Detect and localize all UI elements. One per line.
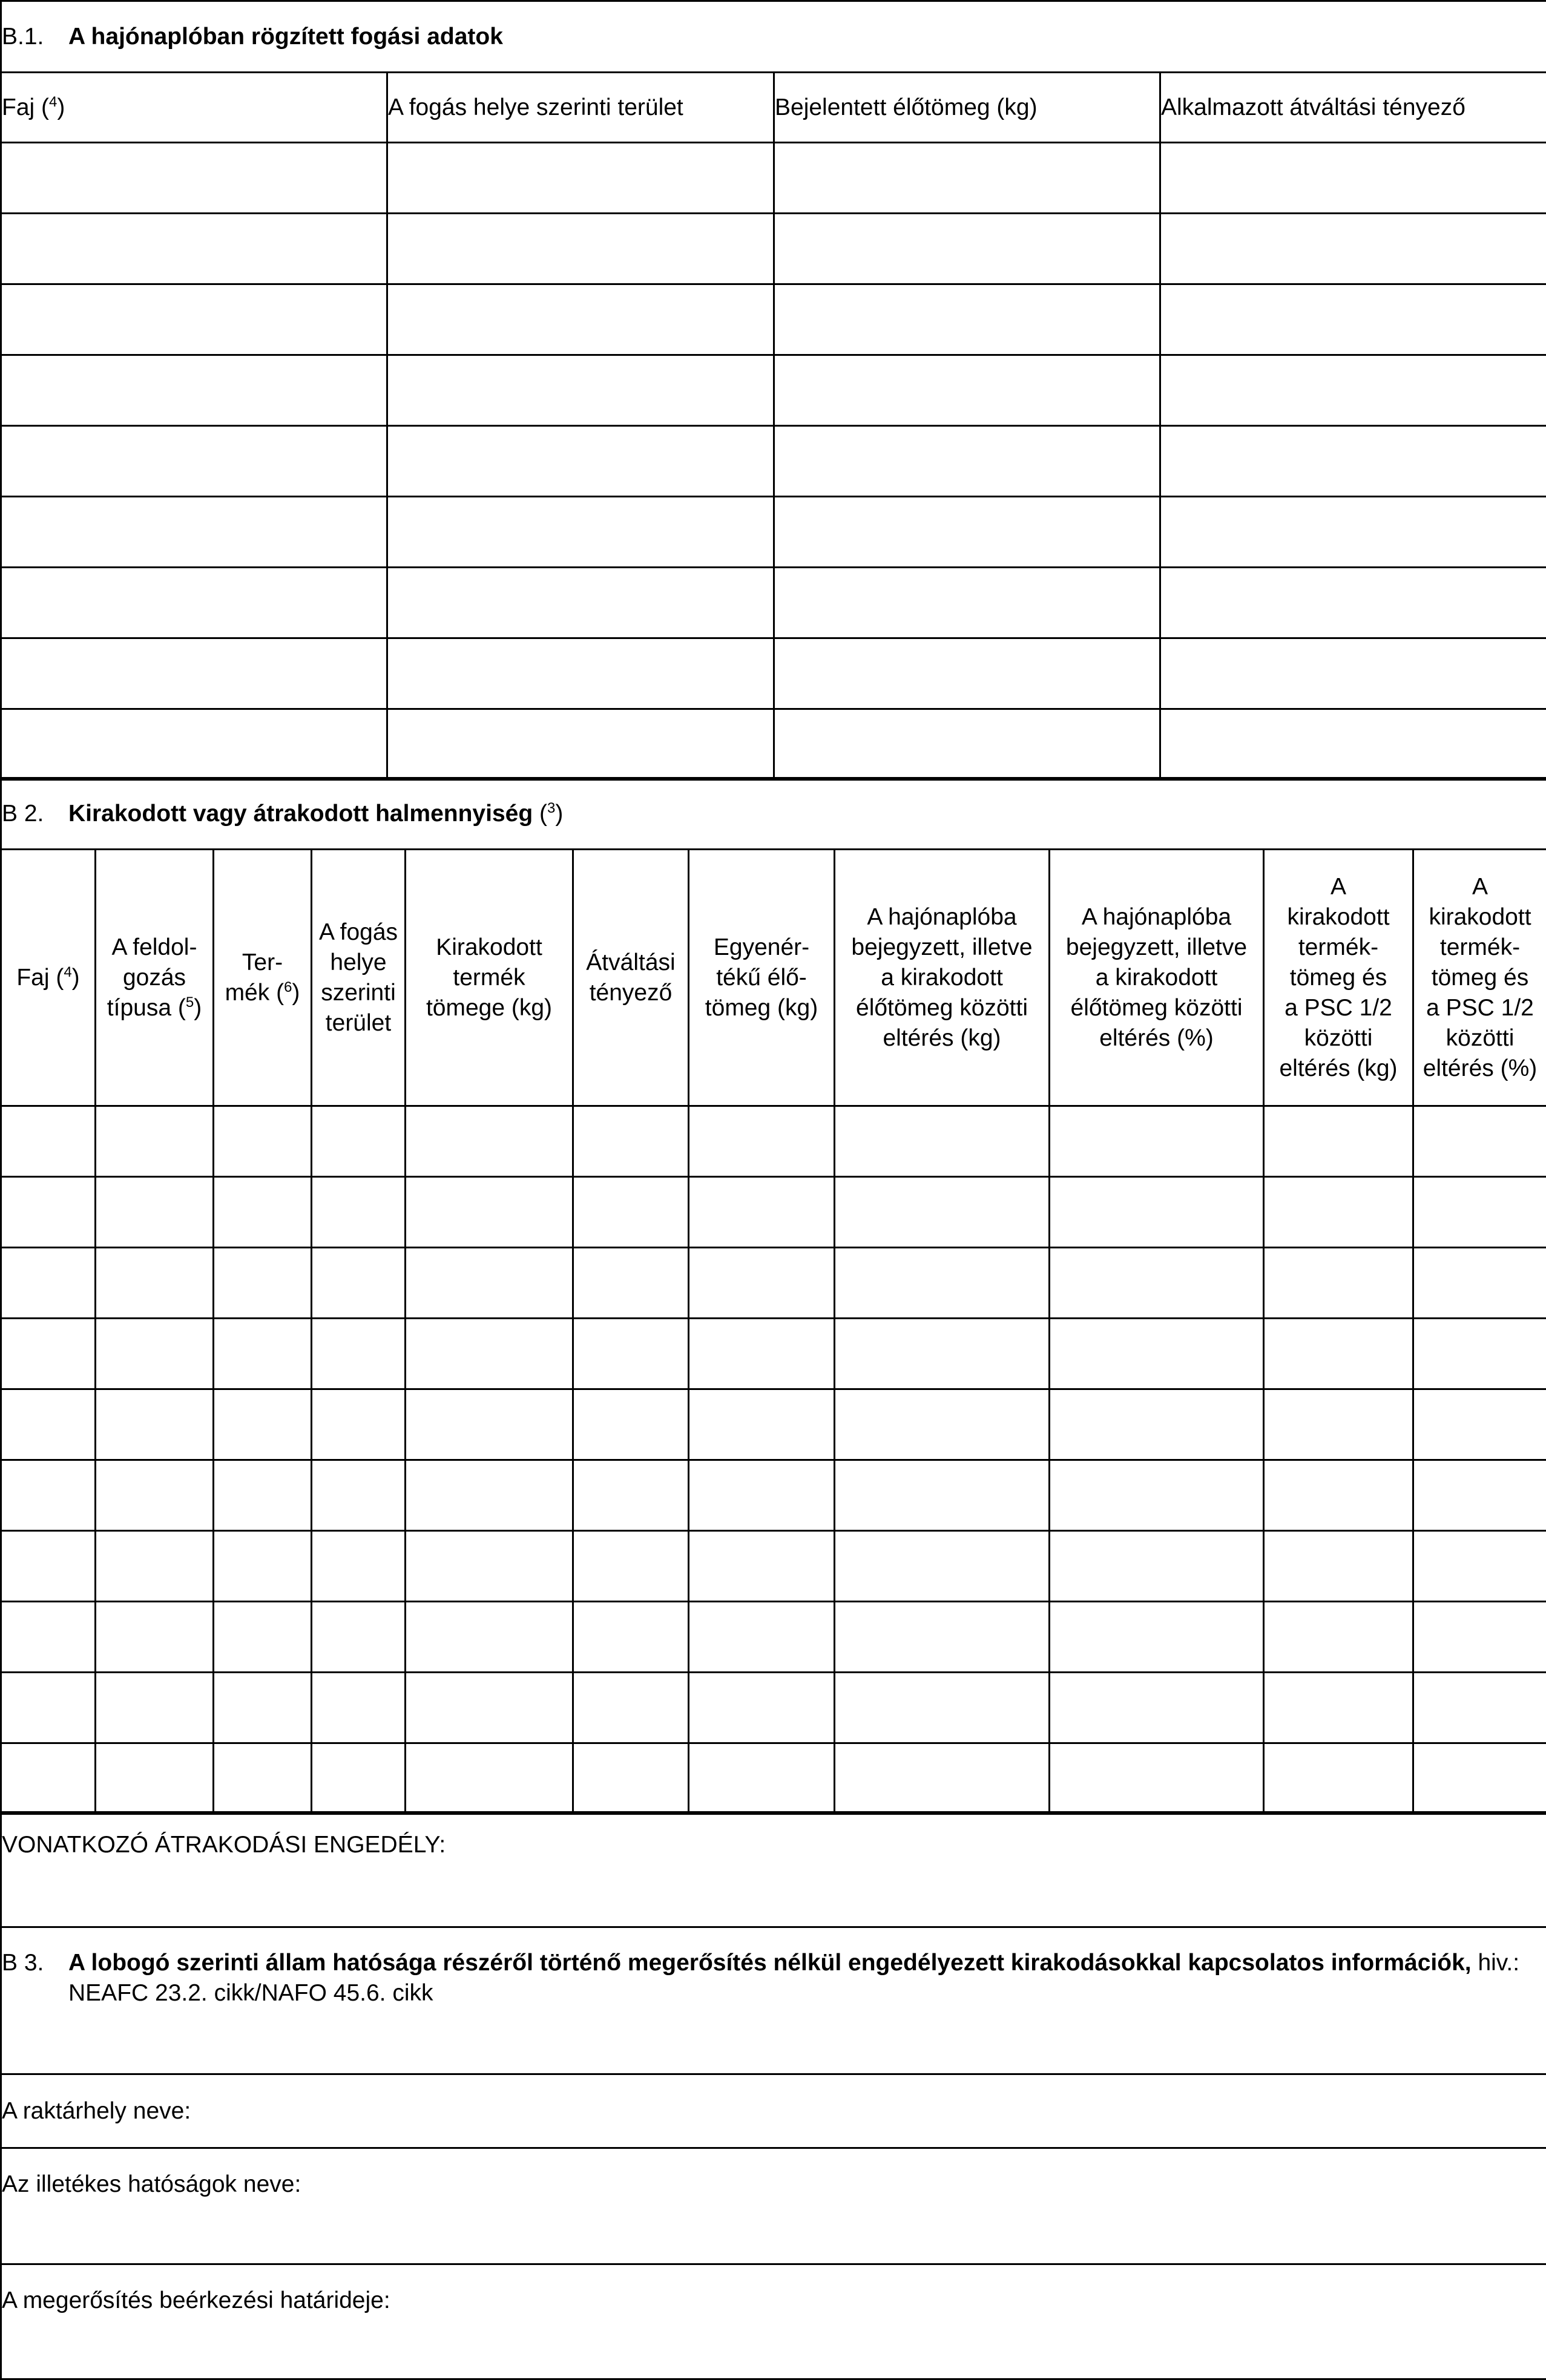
b2-cell[interactable] — [835, 1673, 1050, 1743]
b2-row — [1, 1106, 1546, 1177]
transshipment-permit-label: VONATKOZÓ ÁTRAKODÁSI ENGEDÉLY: — [2, 1832, 446, 1858]
b2-cell[interactable] — [1, 1319, 96, 1389]
b2-cell[interactable] — [689, 1177, 835, 1248]
b2-cell[interactable] — [1, 1673, 96, 1743]
b1-row — [1, 355, 1546, 426]
authorities-name-field[interactable] — [1, 2148, 1546, 2264]
b1-cell[interactable] — [1, 426, 387, 497]
b2-row — [1, 1177, 1546, 1248]
b2-cell[interactable] — [1050, 1673, 1264, 1743]
b3-section-number: B 3. — [2, 1950, 44, 1976]
b1-row — [1, 143, 1546, 214]
b2-section-heading: B 2. Kirakodott vagy átrakodott halmennyiség ($^3$) — [1, 778, 1546, 850]
transshipment-permit-field[interactable] — [1, 1812, 1546, 1927]
b1-row — [1, 709, 1546, 780]
b2-cell[interactable] — [406, 1602, 573, 1673]
b3-section-title: A lobogó szerinti állam hatósága részéről történő megerősítés nélkül engedélyezett kirakodásokkal kapcsolatos információk, — [68, 1950, 1472, 1976]
b3-section-heading — [1, 1927, 1546, 2074]
b1-row — [1, 284, 1546, 355]
b1-cell[interactable] — [1, 709, 387, 780]
b2-cell[interactable] — [214, 1531, 312, 1602]
b2-table — [0, 777, 1546, 1815]
b2-cell[interactable] — [1413, 1673, 1546, 1743]
b1-row — [1, 426, 1546, 497]
b2-cell[interactable] — [96, 1602, 214, 1673]
b1-section-heading — [1, 1, 1546, 73]
b2-cell[interactable] — [1413, 1177, 1546, 1248]
b2-col-product: Ter- mék ($^6$) — [214, 850, 312, 1106]
b2-col-processing-type: A feldol- gozás típusa ($^5$) — [96, 850, 214, 1106]
b2-cell[interactable] — [1050, 1248, 1264, 1319]
b2-cell[interactable] — [835, 1460, 1050, 1531]
b2-cell[interactable] — [96, 1177, 214, 1248]
b2-cell[interactable] — [96, 1531, 214, 1602]
b1-cell[interactable] — [774, 214, 1160, 284]
b2-col-product-weight: Kirakodott termék tömege (kg) — [406, 850, 573, 1106]
b2-col-species: Faj ($^4$) — [1, 850, 96, 1106]
b2-cell[interactable] — [1264, 1602, 1413, 1673]
b2-col-conversion-factor: Átváltási tényező — [573, 850, 689, 1106]
b2-cell[interactable] — [1413, 1319, 1546, 1389]
b1-cell[interactable] — [1, 497, 387, 568]
b2-cell[interactable] — [214, 1389, 312, 1460]
b2-cell[interactable] — [689, 1673, 835, 1743]
b2-cell[interactable] — [1264, 1673, 1413, 1743]
b2-cell[interactable] — [1050, 1389, 1264, 1460]
b1-cell[interactable] — [774, 709, 1160, 780]
b2-cell[interactable] — [312, 1460, 406, 1531]
b1-cell[interactable] — [387, 709, 774, 780]
b1-cell[interactable] — [1160, 426, 1546, 497]
b2-cell[interactable] — [689, 1743, 835, 1814]
b2-cell[interactable] — [214, 1743, 312, 1814]
b1-cell[interactable] — [774, 638, 1160, 709]
b2-cell[interactable] — [406, 1673, 573, 1743]
b1-cell[interactable] — [387, 143, 774, 214]
b1-col-conversion-factor: Alkalmazott átváltási tényező — [1160, 73, 1546, 143]
b2-cell[interactable] — [312, 1319, 406, 1389]
b2-cell[interactable] — [573, 1673, 689, 1743]
b2-cell[interactable] — [1413, 1106, 1546, 1177]
b2-cell[interactable] — [689, 1319, 835, 1389]
b1-cell[interactable] — [774, 568, 1160, 638]
b2-cell[interactable] — [573, 1106, 689, 1177]
b2-cell[interactable] — [1264, 1743, 1413, 1814]
b1-cell[interactable] — [1160, 214, 1546, 284]
b1-cell[interactable] — [1160, 355, 1546, 426]
b2-col-psc-diff-kg: A kirakodott termék- tömeg és a PSC 1/2 közötti eltérés (kg) — [1264, 850, 1413, 1106]
b2-col-equivalent-weight: Egyenér- tékű élő- tömeg (kg) — [689, 850, 835, 1106]
b1-cell[interactable] — [774, 143, 1160, 214]
b2-row — [1, 1460, 1546, 1531]
b2-cell[interactable] — [1, 1106, 96, 1177]
b2-cell[interactable] — [835, 1743, 1050, 1814]
b2-cell[interactable] — [1, 1389, 96, 1460]
b2-cell[interactable] — [1264, 1389, 1413, 1460]
b1-cell[interactable] — [1160, 638, 1546, 709]
b2-row — [1, 1319, 1546, 1389]
b2-cell[interactable] — [1, 1743, 96, 1814]
b1-cell[interactable] — [1160, 143, 1546, 214]
b2-cell[interactable] — [689, 1602, 835, 1673]
b2-cell[interactable] — [835, 1106, 1050, 1177]
b1-cell[interactable] — [774, 497, 1160, 568]
b2-cell[interactable] — [1264, 1531, 1413, 1602]
b1-cell[interactable] — [1, 214, 387, 284]
b2-cell[interactable] — [96, 1673, 214, 1743]
b1-cell[interactable] — [387, 355, 774, 426]
confirmation-deadline-field[interactable] — [1, 2264, 1546, 2379]
b2-cell[interactable] — [406, 1460, 573, 1531]
b2-col-diff-kg: A hajónaplóba bejegyzett, illetve a kirakodott élőtömeg közötti eltérés (kg) — [835, 850, 1050, 1106]
b2-cell[interactable] — [1050, 1177, 1264, 1248]
b1-cell[interactable] — [387, 214, 774, 284]
b2-cell[interactable] — [1, 1531, 96, 1602]
b2-section-title: Kirakodott vagy átrakodott halmennyiség — [68, 800, 533, 827]
authorities-name-label: Az illetékes hatóságok neve: — [2, 2171, 301, 2197]
b2-cell[interactable] — [573, 1743, 689, 1814]
b1-cell[interactable] — [774, 284, 1160, 355]
b2-cell[interactable] — [406, 1743, 573, 1814]
b2-col-area: A fogás helye szerinti terület — [312, 850, 406, 1106]
b2-cell[interactable] — [1413, 1460, 1546, 1531]
b2-row — [1, 1743, 1546, 1814]
b2-cell[interactable] — [1050, 1531, 1264, 1602]
b2-cell[interactable] — [312, 1106, 406, 1177]
b2-cell[interactable] — [406, 1531, 573, 1602]
b2-cell[interactable] — [214, 1460, 312, 1531]
b2-cell[interactable] — [689, 1531, 835, 1602]
b2-cell[interactable] — [835, 1389, 1050, 1460]
b2-cell[interactable] — [835, 1531, 1050, 1602]
b2-row — [1, 1389, 1546, 1460]
b2-cell[interactable] — [1050, 1106, 1264, 1177]
b2-row — [1, 1531, 1546, 1602]
b2-cell[interactable] — [214, 1602, 312, 1673]
storage-name-field[interactable] — [1, 2074, 1546, 2148]
b2-row — [1, 1248, 1546, 1319]
b2-col-diff-pct: A hajónaplóba bejegyzett, illetve a kirakodott élőtömeg közötti eltérés (%) — [1050, 850, 1264, 1106]
b2-cell[interactable] — [1264, 1319, 1413, 1389]
b1-section-title: A hajónaplóban rögzített fogási adatok — [68, 23, 503, 50]
b2-cell[interactable] — [214, 1319, 312, 1389]
b2-cell[interactable] — [214, 1673, 312, 1743]
b1-cell[interactable] — [1, 284, 387, 355]
b1-cell[interactable] — [387, 497, 774, 568]
b2-cell[interactable] — [835, 1248, 1050, 1319]
b2-col-psc-diff-pct: A kirakodott termék- tömeg és a PSC 1/2 közötti eltérés (%) — [1413, 850, 1546, 1106]
b2-cell[interactable] — [1413, 1602, 1546, 1673]
b2-cell[interactable] — [406, 1319, 573, 1389]
b1-row — [1, 497, 1546, 568]
confirmation-deadline-label: A megerősítés beérkezési határideje: — [2, 2287, 390, 2313]
b2-cell[interactable] — [1, 1248, 96, 1319]
b2-cell[interactable] — [573, 1602, 689, 1673]
b1-table — [0, 0, 1546, 781]
b2-cell[interactable] — [1413, 1531, 1546, 1602]
b1-cell[interactable] — [387, 638, 774, 709]
b2-cell[interactable] — [689, 1460, 835, 1531]
b2-cell[interactable] — [96, 1743, 214, 1814]
b1-cell[interactable] — [1160, 497, 1546, 568]
b2-cell[interactable] — [835, 1177, 1050, 1248]
storage-name-label: A raktárhely neve: — [2, 2097, 191, 2124]
b2-cell[interactable] — [1050, 1602, 1264, 1673]
b1-col-area: A fogás helye szerinti terület — [387, 73, 774, 143]
b2-cell[interactable] — [312, 1602, 406, 1673]
b2-cell[interactable] — [312, 1531, 406, 1602]
b1-cell[interactable] — [774, 355, 1160, 426]
b2-cell[interactable] — [312, 1248, 406, 1319]
b2-cell[interactable] — [214, 1177, 312, 1248]
b1-section-number: B.1. — [2, 23, 44, 50]
b2-cell[interactable] — [573, 1248, 689, 1319]
b2-cell[interactable] — [1413, 1248, 1546, 1319]
b1-row — [1, 638, 1546, 709]
b2-cell[interactable] — [573, 1460, 689, 1531]
b1-cell[interactable] — [387, 568, 774, 638]
b2-cell[interactable] — [1264, 1177, 1413, 1248]
b2-cell[interactable] — [573, 1319, 689, 1389]
b2-cell[interactable] — [1264, 1460, 1413, 1531]
b1-cell[interactable] — [1160, 709, 1546, 780]
b2-cell[interactable] — [689, 1248, 835, 1319]
b2-cell[interactable] — [835, 1602, 1050, 1673]
b2-cell[interactable] — [1413, 1743, 1546, 1814]
b2-cell[interactable] — [312, 1673, 406, 1743]
b1-cell[interactable] — [1, 143, 387, 214]
b2-cell[interactable] — [1413, 1389, 1546, 1460]
b1-row — [1, 568, 1546, 638]
b2-cell[interactable] — [96, 1106, 214, 1177]
b2-cell[interactable] — [312, 1389, 406, 1460]
b1-cell[interactable] — [1, 355, 387, 426]
b2-cell[interactable] — [96, 1460, 214, 1531]
b2-cell[interactable] — [1, 1460, 96, 1531]
b2-cell[interactable] — [214, 1106, 312, 1177]
b1-cell[interactable] — [1, 568, 387, 638]
b1-cell[interactable] — [1160, 568, 1546, 638]
b2-cell[interactable] — [1, 1602, 96, 1673]
b1-cell[interactable] — [1160, 284, 1546, 355]
b2-cell[interactable] — [312, 1743, 406, 1814]
b2-cell[interactable] — [406, 1248, 573, 1319]
b2-cell[interactable] — [689, 1106, 835, 1177]
b1-col-species: Faj ($^4$) — [1, 73, 387, 143]
b2-row — [1, 1673, 1546, 1743]
b2-cell[interactable] — [689, 1389, 835, 1460]
b2-cell[interactable] — [1264, 1106, 1413, 1177]
b2-section-number: B 2. — [2, 800, 44, 827]
b2-cell[interactable] — [96, 1389, 214, 1460]
b3-section-reference: hiv.: NEAFC 23.2. cikk/NAFO 45.6. cikk — [68, 1950, 1520, 2006]
b2-row — [1, 1602, 1546, 1673]
b1-row — [1, 214, 1546, 284]
b2-cell[interactable] — [573, 1531, 689, 1602]
b2-cell[interactable] — [406, 1177, 573, 1248]
b2-cell[interactable] — [312, 1177, 406, 1248]
b2-cell[interactable] — [1050, 1319, 1264, 1389]
b2-cell[interactable] — [835, 1319, 1050, 1389]
b2-cell[interactable] — [406, 1106, 573, 1177]
b1-col-live-weight: Bejelentett élőtömeg (kg) — [774, 73, 1160, 143]
b1-cell[interactable] — [387, 284, 774, 355]
b2-cell[interactable] — [1050, 1743, 1264, 1814]
b2-cell[interactable] — [573, 1389, 689, 1460]
b1-cell[interactable] — [1, 638, 387, 709]
b2-cell[interactable] — [96, 1319, 214, 1389]
b1-cell[interactable] — [774, 426, 1160, 497]
b2-cell[interactable] — [1050, 1460, 1264, 1531]
b2-cell[interactable] — [1264, 1248, 1413, 1319]
b2-cell[interactable] — [96, 1248, 214, 1319]
b2-cell[interactable] — [1, 1177, 96, 1248]
b2-cell[interactable] — [573, 1177, 689, 1248]
bottom-sections — [0, 1811, 1546, 2380]
b1-cell[interactable] — [387, 426, 774, 497]
b2-cell[interactable] — [214, 1248, 312, 1319]
b2-cell[interactable] — [406, 1389, 573, 1460]
